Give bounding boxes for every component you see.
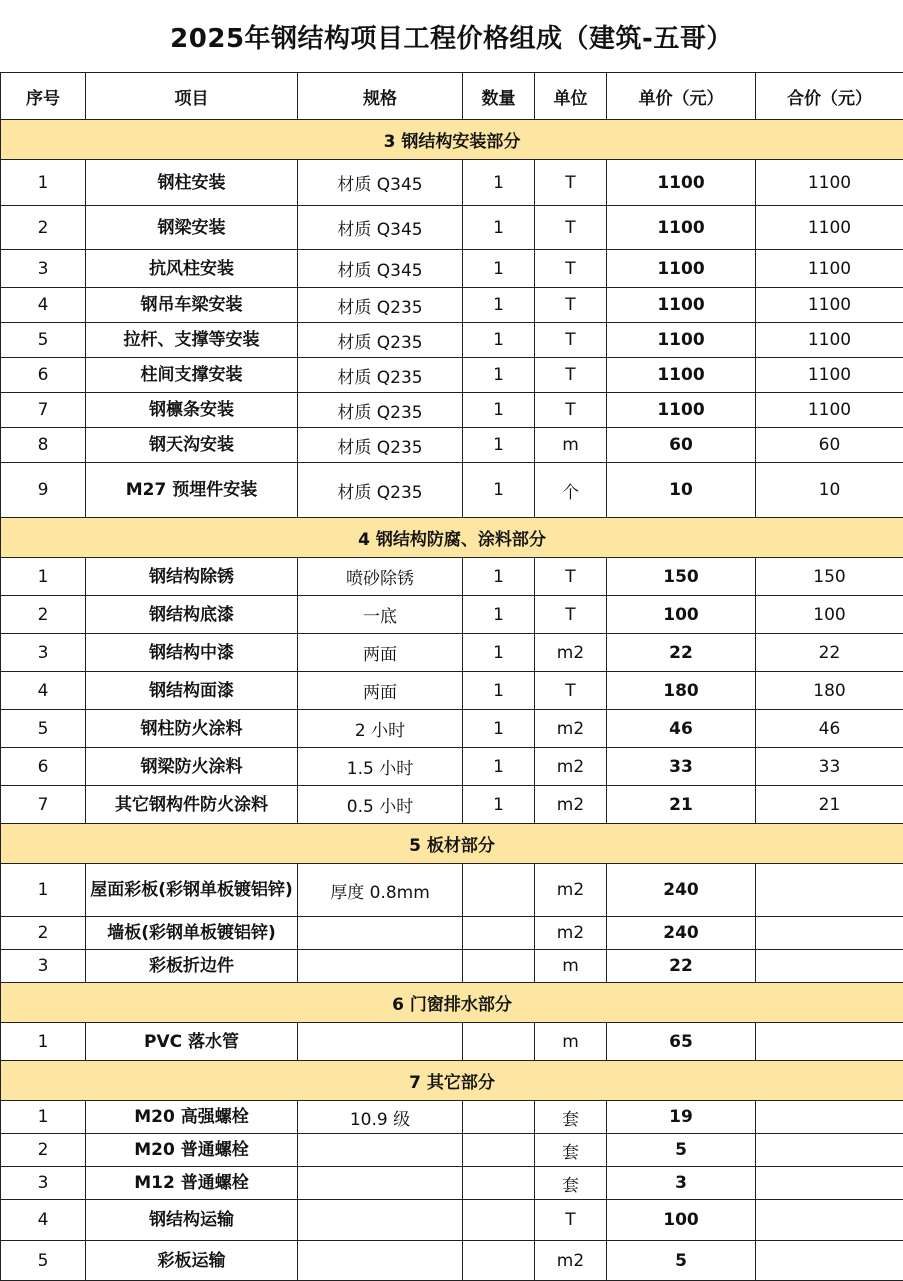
row-total: 1100 [756, 160, 903, 206]
section-header [1, 1061, 903, 1101]
row-price: 1100 [607, 323, 756, 358]
row-qty: 1 [463, 206, 535, 250]
row-item: M20 普通螺栓 [86, 1134, 298, 1167]
section-title: 7 其它部分 [1, 1061, 903, 1101]
row-spec: 一底 [298, 596, 463, 634]
row-spec [298, 1167, 463, 1200]
table-row [1, 634, 903, 672]
row-no: 5 [1, 710, 86, 748]
table-row [1, 1241, 903, 1281]
row-unit: m2 [535, 864, 607, 917]
row-qty: 1 [463, 596, 535, 634]
row-qty: 1 [463, 393, 535, 428]
table-row [1, 864, 903, 917]
row-qty: 1 [463, 358, 535, 393]
table-row [1, 358, 903, 393]
table-row [1, 1167, 903, 1200]
row-price: 1100 [607, 288, 756, 323]
row-unit: 套 [535, 1167, 607, 1200]
row-total: 100 [756, 596, 903, 634]
row-price: 10 [607, 463, 756, 518]
row-no: 1 [1, 1023, 86, 1061]
section-title: 6 门窗排水部分 [1, 983, 903, 1023]
row-item: 钢梁安装 [86, 206, 298, 250]
row-qty [463, 917, 535, 950]
section-header [1, 518, 903, 558]
row-item: 拉杆、支撑等安装 [86, 323, 298, 358]
row-item: 柱间支撑安装 [86, 358, 298, 393]
row-spec: 材质 Q345 [298, 250, 463, 288]
row-item: 钢结构面漆 [86, 672, 298, 710]
row-no: 3 [1, 950, 86, 983]
row-qty: 1 [463, 463, 535, 518]
row-item: 钢檩条安装 [86, 393, 298, 428]
row-no: 6 [1, 358, 86, 393]
section-header [1, 120, 903, 160]
row-item: M27 预埋件安装 [86, 463, 298, 518]
row-spec: 材质 Q235 [298, 288, 463, 323]
row-item: 钢天沟安装 [86, 428, 298, 463]
row-spec: 材质 Q235 [298, 463, 463, 518]
row-no: 3 [1, 1167, 86, 1200]
row-price: 5 [607, 1134, 756, 1167]
row-total [756, 1101, 903, 1134]
header-item: 项目 [86, 73, 298, 120]
row-price: 150 [607, 558, 756, 596]
table-row [1, 786, 903, 824]
row-spec: 1.5 小时 [298, 748, 463, 786]
row-total: 180 [756, 672, 903, 710]
row-no: 1 [1, 1101, 86, 1134]
row-qty: 1 [463, 428, 535, 463]
row-spec [298, 1023, 463, 1061]
row-price: 1100 [607, 206, 756, 250]
row-total: 60 [756, 428, 903, 463]
row-unit: T [535, 672, 607, 710]
page-title: 2025年钢结构项目工程价格组成（建筑-五哥） [0, 0, 903, 72]
table-row [1, 1200, 903, 1241]
row-total [756, 1241, 903, 1281]
row-qty: 1 [463, 748, 535, 786]
row-price: 22 [607, 950, 756, 983]
row-spec: 厚度 0.8mm [298, 864, 463, 917]
row-price: 3 [607, 1167, 756, 1200]
row-no: 4 [1, 672, 86, 710]
row-qty: 1 [463, 710, 535, 748]
section-header [1, 824, 903, 864]
row-no: 6 [1, 748, 86, 786]
table-row [1, 428, 903, 463]
row-no: 3 [1, 634, 86, 672]
row-qty [463, 1101, 535, 1134]
header-row [1, 73, 903, 120]
table-row [1, 710, 903, 748]
row-qty: 1 [463, 558, 535, 596]
row-no: 4 [1, 288, 86, 323]
row-total: 1100 [756, 393, 903, 428]
row-unit: T [535, 358, 607, 393]
table-row [1, 250, 903, 288]
row-unit: m [535, 950, 607, 983]
row-unit: T [535, 393, 607, 428]
row-spec [298, 950, 463, 983]
row-spec: 两面 [298, 672, 463, 710]
row-total: 21 [756, 786, 903, 824]
row-total: 10 [756, 463, 903, 518]
row-item: 钢结构中漆 [86, 634, 298, 672]
row-unit: m2 [535, 748, 607, 786]
row-unit: T [535, 323, 607, 358]
row-price: 1100 [607, 250, 756, 288]
row-price: 21 [607, 786, 756, 824]
row-price: 1100 [607, 358, 756, 393]
row-no: 9 [1, 463, 86, 518]
row-no: 8 [1, 428, 86, 463]
row-total [756, 917, 903, 950]
header-total: 合价（元） [756, 73, 903, 120]
row-unit: m2 [535, 786, 607, 824]
row-total: 46 [756, 710, 903, 748]
row-item: 钢柱防火涂料 [86, 710, 298, 748]
table-row [1, 672, 903, 710]
table-row [1, 558, 903, 596]
row-qty [463, 1200, 535, 1241]
row-no: 5 [1, 323, 86, 358]
row-total: 1100 [756, 250, 903, 288]
row-unit: T [535, 558, 607, 596]
row-no: 1 [1, 864, 86, 917]
row-spec: 材质 Q235 [298, 393, 463, 428]
row-spec [298, 1200, 463, 1241]
row-total [756, 1134, 903, 1167]
row-item: 钢吊车梁安装 [86, 288, 298, 323]
table-body [1, 120, 903, 1281]
row-unit: 个 [535, 463, 607, 518]
row-total [756, 864, 903, 917]
row-qty [463, 864, 535, 917]
table-row [1, 1023, 903, 1061]
row-unit: m2 [535, 634, 607, 672]
row-price: 22 [607, 634, 756, 672]
row-spec: 10.9 级 [298, 1101, 463, 1134]
table-row [1, 288, 903, 323]
row-qty: 1 [463, 250, 535, 288]
row-price: 1100 [607, 393, 756, 428]
table-row [1, 463, 903, 518]
row-price: 19 [607, 1101, 756, 1134]
row-unit: T [535, 1200, 607, 1241]
row-total: 150 [756, 558, 903, 596]
section-title: 4 钢结构防腐、涂料部分 [1, 518, 903, 558]
row-qty [463, 1167, 535, 1200]
row-spec [298, 1134, 463, 1167]
row-unit: m2 [535, 917, 607, 950]
row-item: 抗风柱安装 [86, 250, 298, 288]
row-item: 钢结构底漆 [86, 596, 298, 634]
header-no: 序号 [1, 73, 86, 120]
row-unit: T [535, 250, 607, 288]
row-total [756, 1200, 903, 1241]
table-row [1, 596, 903, 634]
row-item: M12 普通螺栓 [86, 1167, 298, 1200]
row-item: 钢结构运输 [86, 1200, 298, 1241]
row-unit: m2 [535, 710, 607, 748]
row-total: 22 [756, 634, 903, 672]
row-spec: 材质 Q345 [298, 160, 463, 206]
header-price: 单价（元） [607, 73, 756, 120]
row-price: 180 [607, 672, 756, 710]
row-total: 1100 [756, 206, 903, 250]
row-price: 240 [607, 917, 756, 950]
row-item: 钢结构除锈 [86, 558, 298, 596]
row-unit: 套 [535, 1134, 607, 1167]
header-spec: 规格 [298, 73, 463, 120]
row-item: 彩板折边件 [86, 950, 298, 983]
row-price: 33 [607, 748, 756, 786]
row-no: 1 [1, 160, 86, 206]
row-price: 100 [607, 1200, 756, 1241]
row-unit: m [535, 1023, 607, 1061]
row-spec: 材质 Q235 [298, 428, 463, 463]
header-unit: 单位 [535, 73, 607, 120]
row-unit: T [535, 160, 607, 206]
row-spec [298, 917, 463, 950]
row-no: 3 [1, 250, 86, 288]
row-spec: 材质 Q235 [298, 358, 463, 393]
table-row [1, 206, 903, 250]
row-no: 2 [1, 596, 86, 634]
row-spec [298, 1241, 463, 1281]
row-unit: 套 [535, 1101, 607, 1134]
row-qty [463, 1134, 535, 1167]
row-item: M20 高强螺栓 [86, 1101, 298, 1134]
row-no: 7 [1, 393, 86, 428]
row-item: 屋面彩板(彩钢单板镀铝锌) [86, 864, 298, 917]
row-item: 彩板运输 [86, 1241, 298, 1281]
row-qty [463, 1241, 535, 1281]
row-spec: 两面 [298, 634, 463, 672]
table-row [1, 1134, 903, 1167]
row-total [756, 1023, 903, 1061]
row-spec: 材质 Q345 [298, 206, 463, 250]
row-unit: m [535, 428, 607, 463]
table-row [1, 393, 903, 428]
row-total: 33 [756, 748, 903, 786]
row-qty: 1 [463, 634, 535, 672]
row-price: 65 [607, 1023, 756, 1061]
section-title: 3 钢结构安装部分 [1, 120, 903, 160]
row-price: 240 [607, 864, 756, 917]
row-price: 5 [607, 1241, 756, 1281]
row-no: 2 [1, 917, 86, 950]
table-row [1, 748, 903, 786]
table-row [1, 917, 903, 950]
row-no: 4 [1, 1200, 86, 1241]
row-no: 1 [1, 558, 86, 596]
row-unit: T [535, 288, 607, 323]
table-row [1, 160, 903, 206]
row-no: 5 [1, 1241, 86, 1281]
table-row [1, 1101, 903, 1134]
row-qty [463, 1023, 535, 1061]
row-price: 46 [607, 710, 756, 748]
row-total: 1100 [756, 288, 903, 323]
row-total [756, 950, 903, 983]
row-unit: m2 [535, 1241, 607, 1281]
row-spec: 0.5 小时 [298, 786, 463, 824]
table-row [1, 323, 903, 358]
price-table [0, 72, 903, 1281]
row-item: 墙板(彩钢单板镀铝锌) [86, 917, 298, 950]
row-spec: 材质 Q235 [298, 323, 463, 358]
row-no: 2 [1, 206, 86, 250]
row-qty [463, 950, 535, 983]
row-no: 7 [1, 786, 86, 824]
row-item: 钢梁防火涂料 [86, 748, 298, 786]
row-item: 其它钢构件防火涂料 [86, 786, 298, 824]
row-qty: 1 [463, 786, 535, 824]
row-total [756, 1167, 903, 1200]
row-qty: 1 [463, 288, 535, 323]
row-price: 1100 [607, 160, 756, 206]
row-total: 1100 [756, 358, 903, 393]
row-item: PVC 落水管 [86, 1023, 298, 1061]
section-title: 5 板材部分 [1, 824, 903, 864]
row-qty: 1 [463, 672, 535, 710]
row-spec: 喷砂除锈 [298, 558, 463, 596]
row-item: 钢柱安装 [86, 160, 298, 206]
header-qty: 数量 [463, 73, 535, 120]
section-header [1, 983, 903, 1023]
row-qty: 1 [463, 160, 535, 206]
row-price: 100 [607, 596, 756, 634]
row-spec: 2 小时 [298, 710, 463, 748]
row-unit: T [535, 206, 607, 250]
row-no: 2 [1, 1134, 86, 1167]
table-row [1, 950, 903, 983]
row-qty: 1 [463, 323, 535, 358]
row-price: 60 [607, 428, 756, 463]
row-unit: T [535, 596, 607, 634]
row-total: 1100 [756, 323, 903, 358]
